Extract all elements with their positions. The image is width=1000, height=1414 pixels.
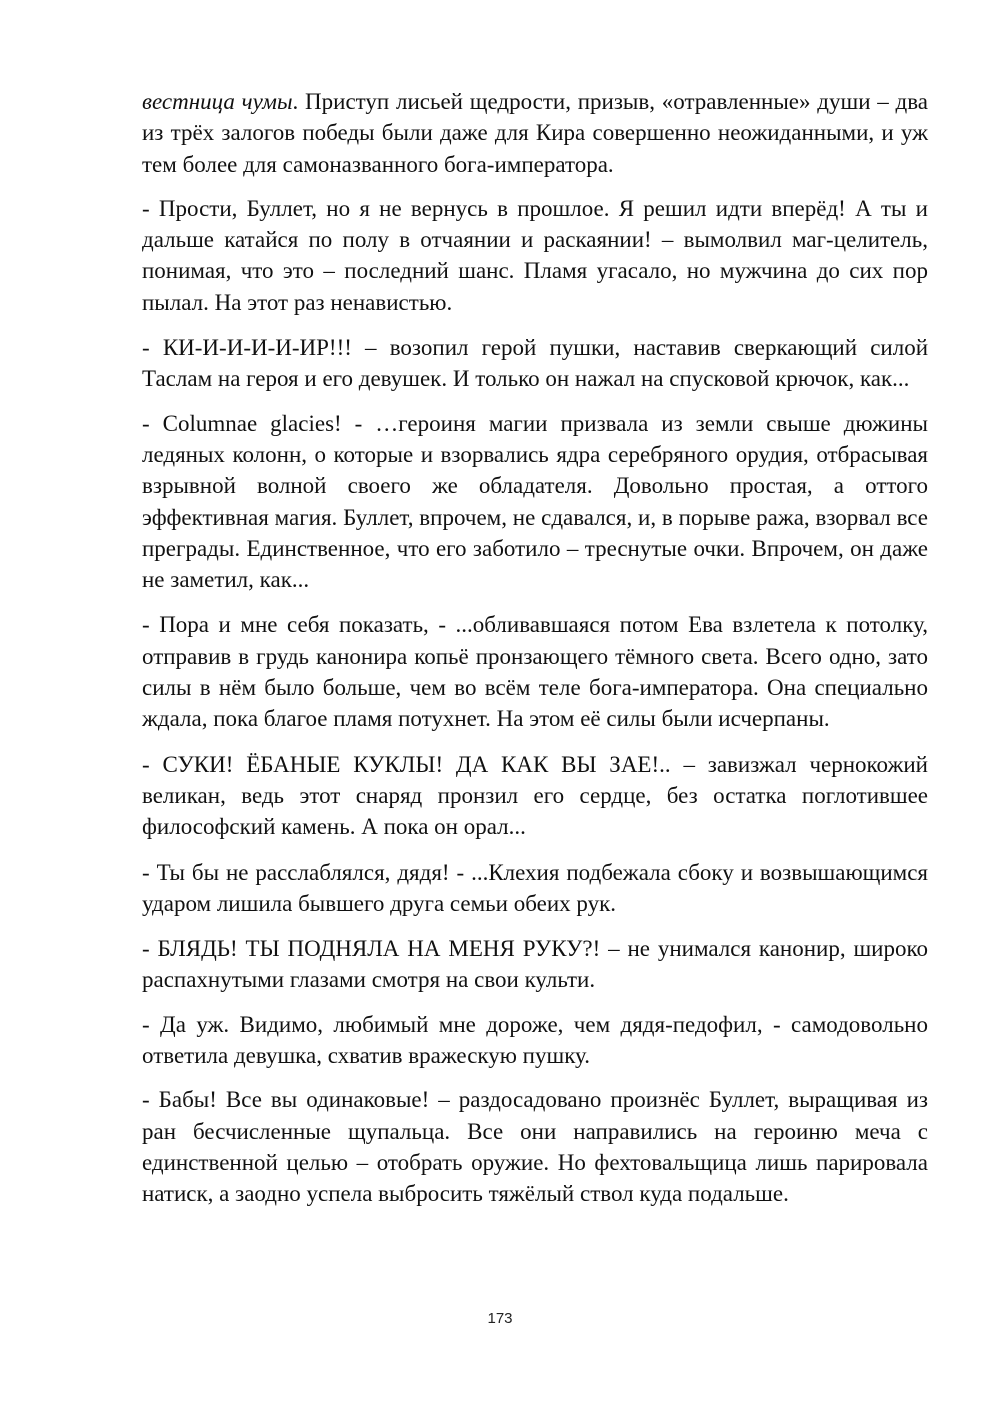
paragraph-3: - КИ-И-И-И-И-ИР!!! – возопил герой пушки, наставив сверкающий силой Таслам на героя и его девушек. И только он нажал на спусковой крючок, как... xyxy=(142,335,928,392)
paragraph-9: - Да уж. Видимо, любимый мне дороже, чем дядя-педофил, - самодовольно ответила девушка, схватив вражескую пушку. xyxy=(142,1011,928,1069)
paragraph-10: - Бабы! Все вы одинаковые! – раздосадовано произнёс Буллет, выращивая из ран бесчисленные щупальца. Все они направились на героиню меча с единственной целью – отобрать оружие. Но фехтовальщица лишь парировала натиск, а заодно успела выбросить тяжёлый ствол куда подальше. xyxy=(142,1087,928,1207)
paragraph-5: - Пора и мне себя показать, - ...обливавшаяся потом Ева взлетела к потолку, отправив в грудь канонира копьё пронзающего тёмного света. Всего одно, зато силы в нём было больше, чем во всём теле бога-императора. Она специально ждала, пока благое пламя потухнет. На этом её силы были исчерпаны. xyxy=(142,612,928,732)
paragraph-7: - Ты бы не расслаблялся, дядя! - ...Клехия подбежала сбоку и возвышающимся ударом лишила бывшего друга семьи обеих рук. xyxy=(142,859,928,916)
paragraph-1-italic-lead: вестница чумы xyxy=(142,89,293,114)
document-page xyxy=(142,86,928,1223)
paragraph-2: - Прости, Буллет, но я не вернусь в прошлое. Я решил идти вперёд! А ты и дальше катайся по полу в отчаянии и раскаянии! – вымолвил маг-целитель, понимая, что это – последний шанс. Пламя угасало, но мужчина до сих пор пылал. На этот раз ненавистью. xyxy=(142,195,928,315)
paragraph-4: - Columnae glacies! - …героиня магии призвала из земли свыше дюжины ледяных колонн, о которые и взорвались ядра серебряного орудия, отбрасывая взрывной волной своего же обладателя. Довольно простая, а оттого эффективная магия. Буллет, впрочем, не сдавался, и, в порыве ража, взорвал все преграды. Единственное, что его заботило – треснутые очки. Впрочем, он даже не заметил, как... xyxy=(142,410,928,593)
page-number: 173 xyxy=(487,1310,513,1327)
paragraph-6: - СУКИ! ЁБАНЫЕ КУКЛЫ! ДА КАК ВЫ ЗАЕ!.. – завизжал чернокожий великан, ведь этот снаряд пронзил его сердце, без остатка поглотившее философский камень. А пока он орал... xyxy=(142,751,928,840)
paragraph-1-text: . Приступ лисьей щедрости, призыв, «отравленные» души – два из трёх залогов победы были даже для Кира совершенно неожиданными, и уж тем более для самоназванного бога-императора. xyxy=(142,89,928,177)
paragraph-8: - БЛЯДЬ! ТЫ ПОДНЯЛА НА МЕНЯ РУКУ?! – не унимался канонир, широко распахнутыми глазами смотря на свои культи. xyxy=(142,936,928,993)
paragraph-1 xyxy=(142,86,928,180)
